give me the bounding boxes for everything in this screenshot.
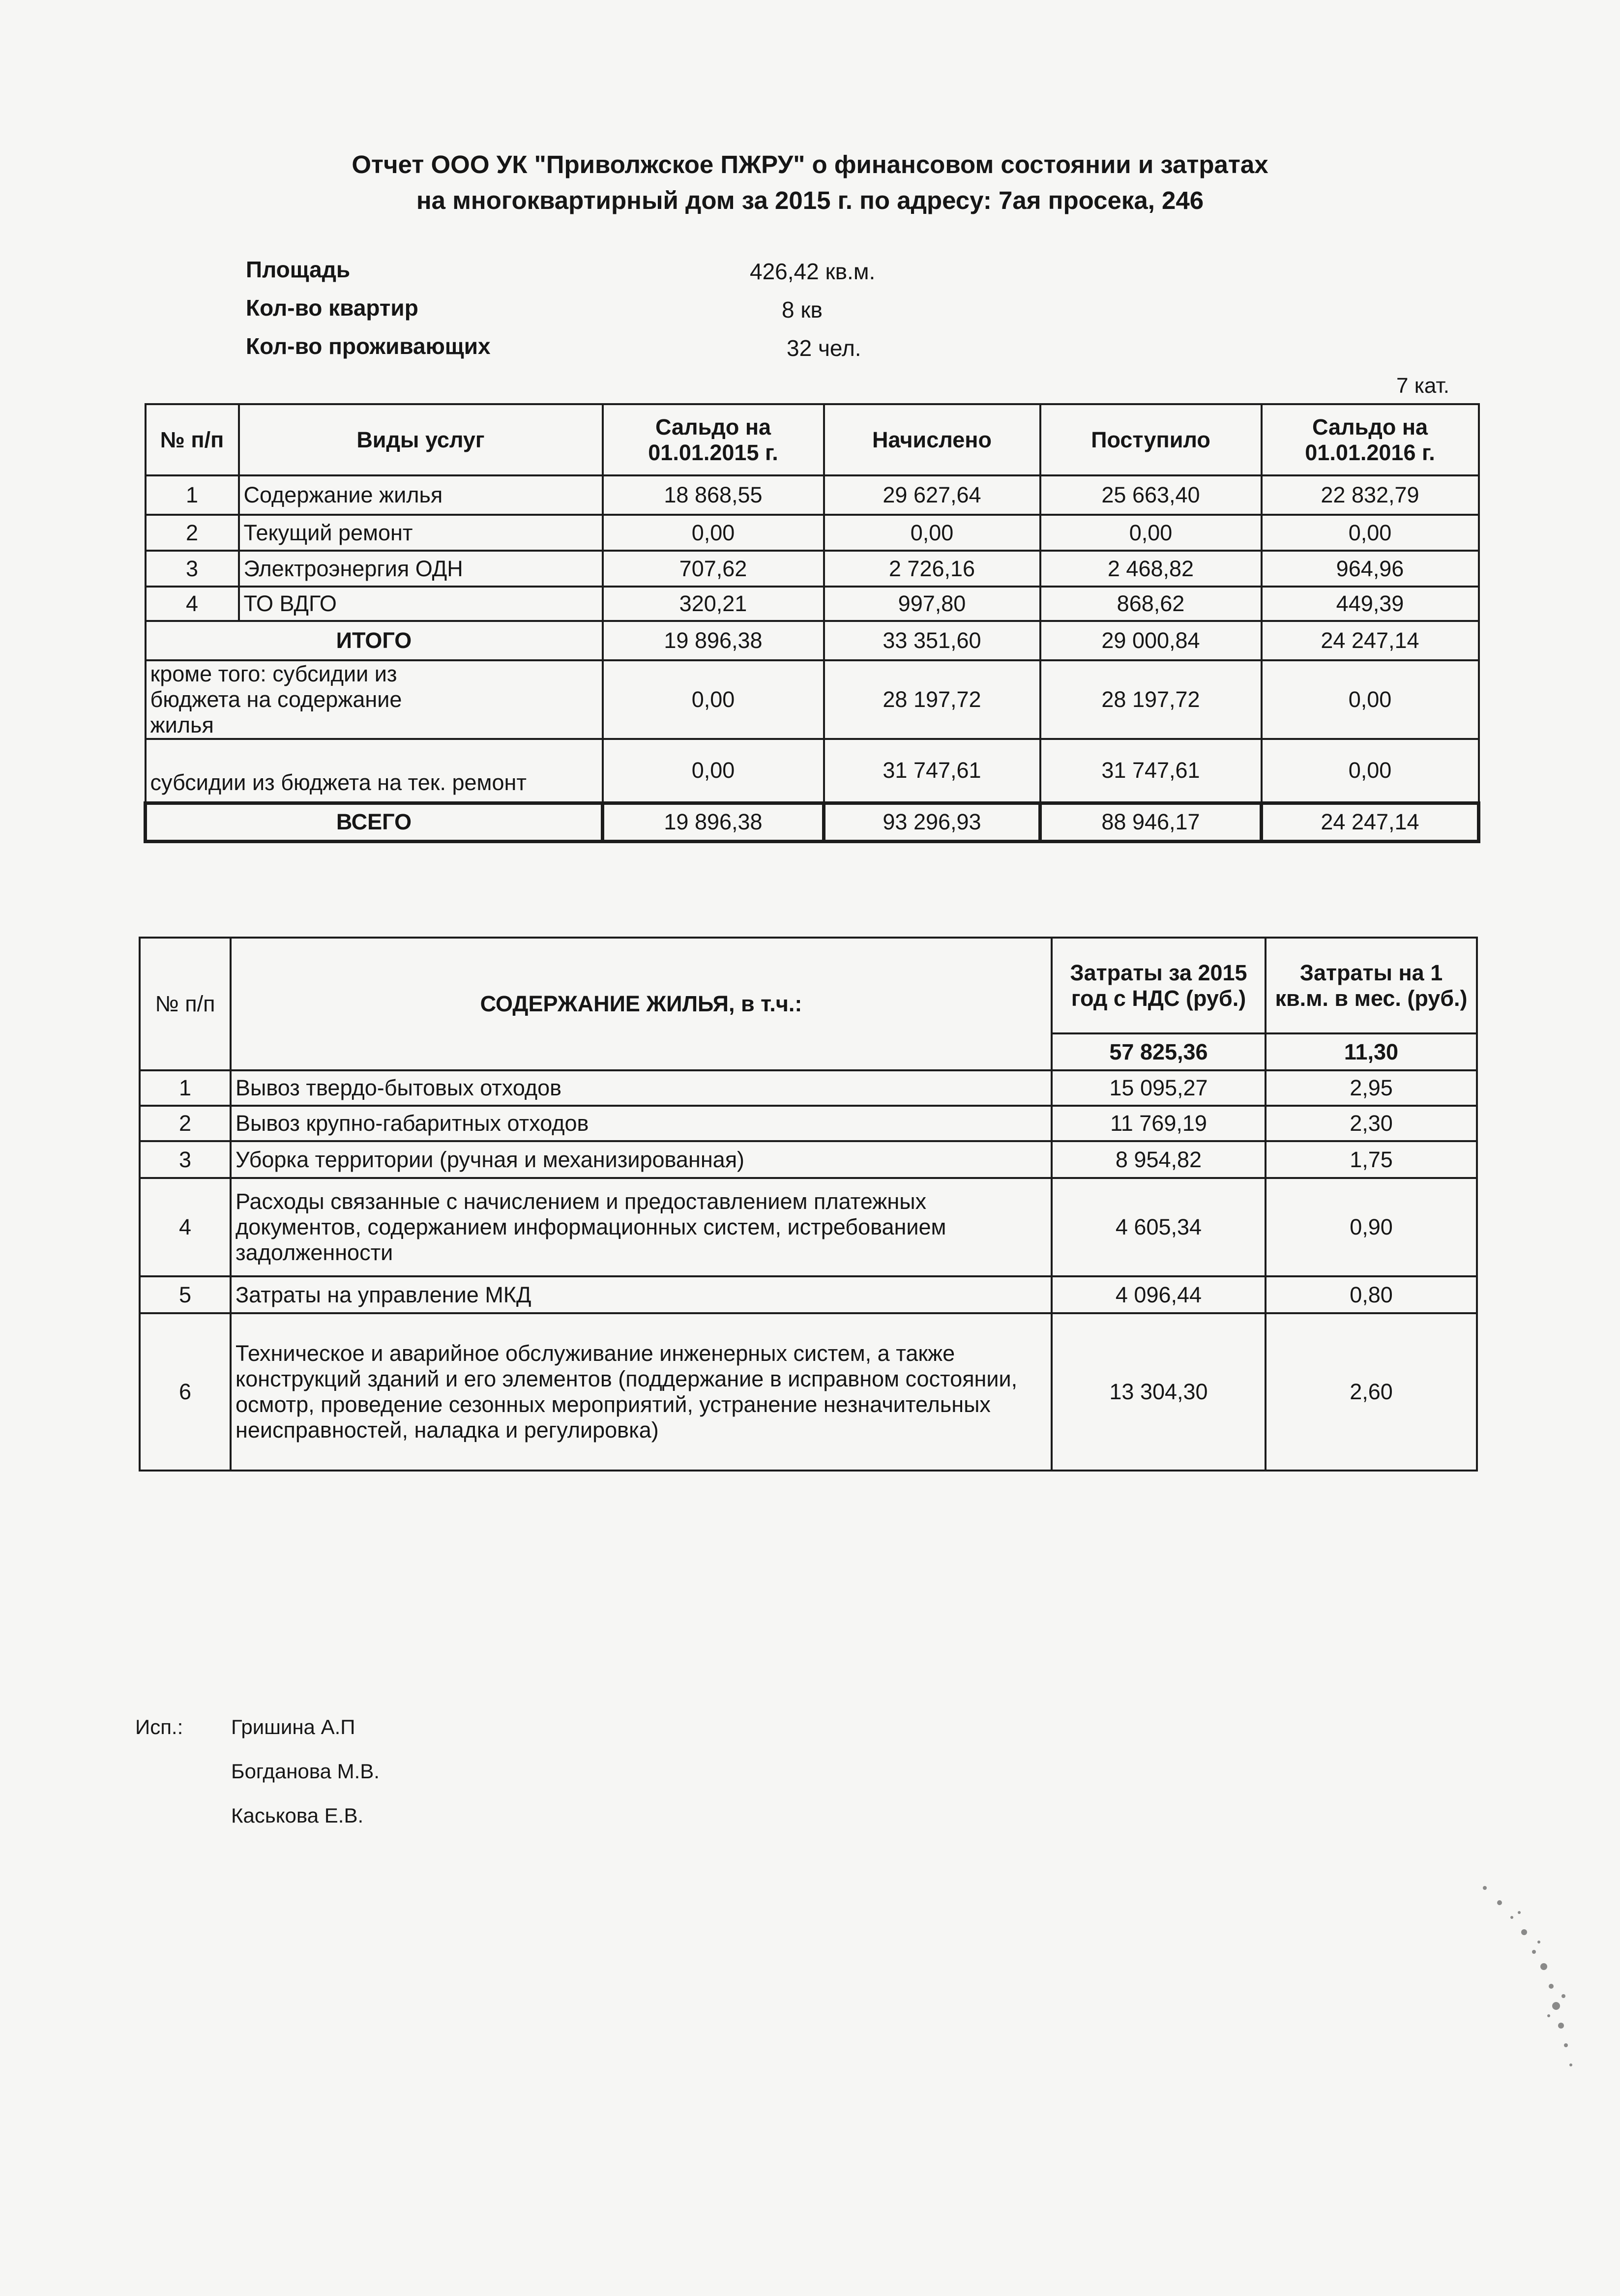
table-row [140, 1106, 1477, 1141]
cost-per-sqm-total: 11,30 [1266, 1033, 1477, 1070]
grand-balance-start: 19 896,38 [603, 803, 824, 841]
cost-item: Вывоз крупно-габаритных отходов [231, 1106, 1052, 1141]
subsidy-repair-balance-start: 0,00 [603, 739, 824, 803]
col-cost-per-sqm: Затраты на 1 кв.м. в мес. (руб.) [1266, 938, 1477, 1033]
col-received: Поступило [1040, 404, 1262, 475]
charged: 2 726,16 [824, 551, 1040, 587]
service-name: ТО ВДГО [239, 587, 603, 621]
title-line-1: Отчет ООО УК "Приволжское ПЖРУ" о финансовом состоянии и затратах [352, 150, 1268, 178]
table-row [146, 551, 1479, 587]
subsidy-charged: 28 197,72 [824, 660, 1040, 739]
subsidy-balance-end: 0,00 [1262, 660, 1479, 739]
row-number: 2 [146, 515, 239, 551]
cost-per-sqm: 2,60 [1266, 1313, 1477, 1471]
subsidy-maintenance-row [146, 660, 1479, 739]
service-name: Текущий ремонт [239, 515, 603, 551]
annual-cost: 11 769,19 [1052, 1106, 1266, 1141]
cost-item: Техническое и аварийное обслуживание инженерных систем, а также конструкций зданий и его элементов (поддержание в исправном состоянии, осмотр, проведение сезонных мероприятий, устранение незначительных неисправностей, наладка и регулировка) [231, 1313, 1052, 1471]
row-number: 1 [146, 475, 239, 515]
table-row [140, 1178, 1477, 1276]
total-balance-end: 24 247,14 [1262, 621, 1479, 660]
grand-charged: 93 296,93 [824, 803, 1040, 841]
costs-header-row [140, 938, 1477, 1033]
service-name: Содержание жилья [239, 475, 603, 515]
annual-cost: 15 095,27 [1052, 1070, 1266, 1106]
balance-end: 449,39 [1262, 587, 1479, 621]
col-balance-start: Сальдо на 01.01.2015 г. [603, 404, 824, 475]
cost-per-sqm: 2,95 [1266, 1070, 1477, 1106]
annual-cost-total: 57 825,36 [1052, 1033, 1266, 1070]
cost-item: Вывоз твердо-бытовых отходов [231, 1070, 1052, 1106]
cost-item: Расходы связанные с начислением и предоставлением платежных документов, содержанием информационных систем, истребованием задолженности [231, 1178, 1052, 1276]
subsidy-balance-start: 0,00 [603, 660, 824, 739]
row-number: 3 [146, 551, 239, 587]
total-charged: 33 351,60 [824, 621, 1040, 660]
finance-table [144, 403, 1480, 843]
service-name: Электроэнергия ОДН [239, 551, 603, 587]
col-number: № п/п [146, 404, 239, 475]
cost-item: Уборка территории (ручная и механизированная) [231, 1141, 1052, 1178]
executor-name: Каськова Е.В. [231, 1804, 364, 1827]
table-row [146, 475, 1479, 515]
subsidy-repair-balance-end: 0,00 [1262, 739, 1479, 803]
apartments-label: Кол-во квартир [246, 295, 418, 321]
scan-smudge-mark [1465, 1868, 1593, 2085]
total-received: 29 000,84 [1040, 621, 1262, 660]
row-number: 5 [140, 1276, 231, 1313]
category-label: 7 кат. [1396, 374, 1449, 398]
cost-per-sqm: 2,30 [1266, 1106, 1477, 1141]
executors [135, 1705, 529, 1843]
subsidy-repair-received: 31 747,61 [1040, 739, 1262, 803]
row-number: 1 [140, 1070, 231, 1106]
cost-per-sqm: 1,75 [1266, 1141, 1477, 1178]
grand-total-row [146, 803, 1479, 841]
subsidy-repair-row [146, 739, 1479, 803]
annual-cost: 8 954,82 [1052, 1141, 1266, 1178]
col-annual-cost: Затраты за 2015 год с НДС (руб.) [1052, 938, 1266, 1033]
row-number: 4 [140, 1178, 231, 1276]
col-charged: Начислено [824, 404, 1040, 475]
area-label: Площадь [246, 257, 351, 282]
total-row [146, 621, 1479, 660]
table-row [140, 1141, 1477, 1178]
charged: 29 627,64 [824, 475, 1040, 515]
cost-item: Затраты на управление МКД [231, 1276, 1052, 1313]
balance-end: 964,96 [1262, 551, 1479, 587]
received: 25 663,40 [1040, 475, 1262, 515]
annual-cost: 13 304,30 [1052, 1313, 1266, 1471]
total-balance-start: 19 896,38 [603, 621, 824, 660]
balance-start: 0,00 [603, 515, 824, 551]
apartments-value: 8 кв [782, 297, 823, 323]
col-maintenance: СОДЕРЖАНИЕ ЖИЛЬЯ, в т.ч.: [231, 938, 1052, 1070]
charged: 997,80 [824, 587, 1040, 621]
maintenance-costs-table [139, 937, 1478, 1472]
received: 868,62 [1040, 587, 1262, 621]
cost-per-sqm: 0,80 [1266, 1276, 1477, 1313]
building-info [246, 256, 934, 364]
balance-end: 0,00 [1262, 515, 1479, 551]
executor-name: Гришина А.П [231, 1715, 355, 1738]
row-number: 4 [146, 587, 239, 621]
charged: 0,00 [824, 515, 1040, 551]
table-row [146, 587, 1479, 621]
table-row [140, 1070, 1477, 1106]
annual-cost: 4 096,44 [1052, 1276, 1266, 1313]
area-value: 426,42 кв.м. [750, 259, 876, 284]
table-row [146, 515, 1479, 551]
balance-start: 320,21 [603, 587, 824, 621]
received: 2 468,82 [1040, 551, 1262, 587]
cost-per-sqm: 0,90 [1266, 1178, 1477, 1276]
balance-start: 18 868,55 [603, 475, 824, 515]
grand-balance-end: 24 247,14 [1262, 803, 1479, 841]
balance-end: 22 832,79 [1262, 475, 1479, 515]
grand-total-label: ВСЕГО [146, 803, 603, 841]
grand-received: 88 946,17 [1040, 803, 1262, 841]
annual-cost: 4 605,34 [1052, 1178, 1266, 1276]
title-line-2: на многоквартирный дом за 2015 г. по адресу: 7ая просека, 246 [416, 186, 1204, 214]
residents-label: Кол-во проживающих [246, 333, 491, 359]
subsidy-repair-charged: 31 747,61 [824, 739, 1040, 803]
executor-name: Богданова М.В. [231, 1760, 380, 1783]
received: 0,00 [1040, 515, 1262, 551]
row-number: 2 [140, 1106, 231, 1141]
col-balance-end: Сальдо на 01.01.2016 г. [1262, 404, 1479, 475]
report-title [0, 147, 1620, 218]
col-number: № п/п [140, 938, 231, 1070]
subsidy-maintenance-label: кроме того: субсидии из бюджета на содержание жилья [146, 660, 603, 739]
table-row [140, 1276, 1477, 1313]
table-row [140, 1313, 1477, 1471]
subsidy-repair-label: субсидии из бюджета на тек. ремонт [146, 739, 603, 803]
subsidy-received: 28 197,72 [1040, 660, 1262, 739]
balance-start: 707,62 [603, 551, 824, 587]
residents-value: 32 чел. [787, 335, 861, 361]
row-number: 3 [140, 1141, 231, 1178]
total-label: ИТОГО [146, 621, 603, 660]
finance-header-row [146, 404, 1479, 475]
col-services: Виды услуг [239, 404, 603, 475]
row-number: 6 [140, 1313, 231, 1471]
executors-label: Исп.: [135, 1715, 183, 1738]
